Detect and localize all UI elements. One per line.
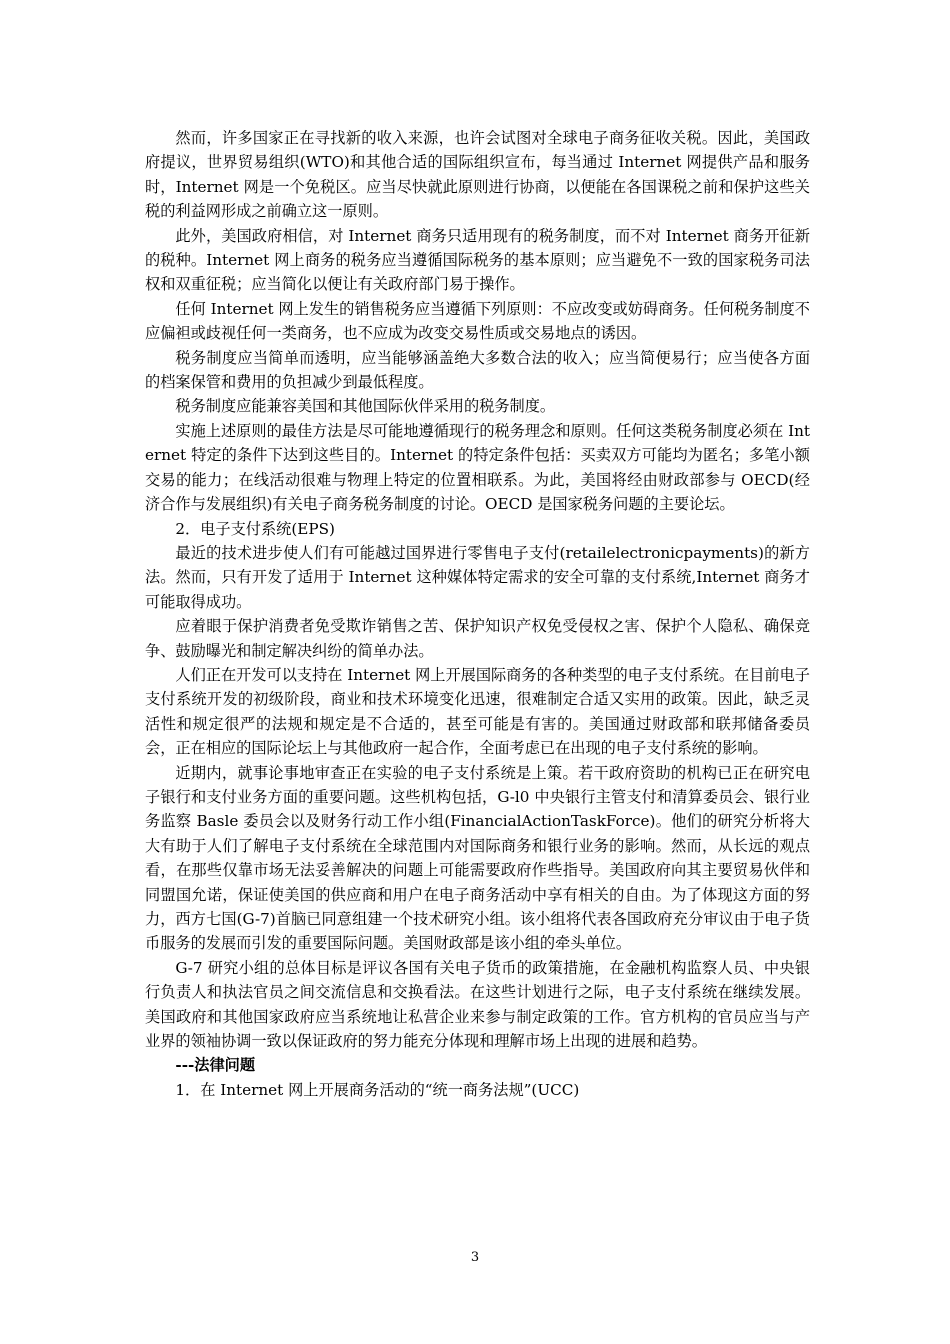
paragraph-compatible-tax: 税务制度应能兼容美国和其他国际伙伴采用的税务制度。 <box>175 397 556 416</box>
subheading-ucc: 1．在 Internet 网上开展商务活动的“统一商务法规”(UCC) <box>175 1080 580 1099</box>
paragraph-case-by-case-review: 近期内，就事论事地审查正在实验的电子支付系统是上策。若干政府资助的机构已正在研究电子银行和支付业务方面的重要问题。这些机构包括，G-l0 中央银行主管支付和清算委员会、银行业务监察 Basle 委员会以及财务行动工作小组(FinancialActionTaskForce)。他们的研究分析将大大有助于人们了解电子支付系统在全球范围内对国际商务和银行业务的影响。然而，从长远的观点看，在那些仅靠市场无法妥善解决的问题上可能需要政府作些指导。美国政府向其主要贸易伙伴和同盟国允诺，保证使美国的供应商和用户在电子商务活动中享有相关的自由。为了体现这方面的努力，西方七国(G-7)首脑已同意组建一个技术研究小组。该小组将代表各国政府充分审议由于电子货币服务的发展而引发的重要国际问题。美国财政部是该小组的牵头单位。 <box>145 763 810 953</box>
paragraph-consumer-protection: 应着眼于保护消费者免受欺诈销售之苦、保护知识产权免受侵权之害、保护个人隐私、确保竞争、鼓励曝光和制定解决纠纷的简单办法。 <box>145 617 810 660</box>
paragraph-retail-electronic-payments: 最近的技术进步使人们有可能越过国界进行零售电子支付(retailelectronicpayments)的新方法。然而，只有开发了适用于 Internet 这种媒体特定需求的安全可靠的支付系统,Internet 商务才可能取得成功。 <box>145 543 810 611</box>
page-number: 3 <box>470 1250 480 1265</box>
paragraph-simple-transparent-tax: 税务制度应当简单而透明，应当能够涵盖绝大多数合法的收入；应当简便易行；应当使各方面的档案保管和费用的负担减少到最低程度。 <box>145 348 810 392</box>
paragraph-eps-development: 人们正在开发可以支持在 Internet 网上开展国际商务的各种类型的电子支付系统。在目前电子支付系统开发的初级阶段，商业和技术环境变化迅速，很难制定合适又实用的政策。因此，缺乏灵活性和规定很严的法规和规定是不合适的，甚至可能是有害的。美国通过财政部和联邦储备委员会，正在相应的国际论坛上与其他政府一起合作，全面考虑已在出现的电子支付系统的影响。 <box>145 665 810 758</box>
section-heading-legal-issues: ---法律问题 <box>175 1056 256 1075</box>
paragraph-existing-tax-system: 此外，美国政府相信，对 Internet 商务只适用现有的税务制度，而不对 Internet 商务开征新的税种。Internet 网上商务的税务应当遵循国际税务的基本原则；应当避免不一致的国家税务司法权和双重征税；应当简化以便让有关政府部门易于操作。 <box>145 226 810 294</box>
paragraph-oecd-discussion: 实施上述原则的最佳方法是尽可能地遵循现行的税务理念和原则。任何这类税务制度必须在 Internet 特定的条件下达到这些目的。Internet 的特定条件包括：买卖双方可能均为匿名；多笔小额交易的能力；在线活动很难与物理上特定的位置相联系。为此，美国将经由财政部参与 OECD(经济合作与发展组织)有关电子商务税务制度的讨论。OECD 是国家税务问题的主要论坛。 <box>145 421 810 514</box>
document-body <box>145 126 810 1102</box>
subheading-electronic-payment-systems: 2．电子支付系统(EPS) <box>175 519 335 538</box>
paragraph-sales-tax-principles: 任何 Internet 网上发生的销售税务应当遵循下列原则：不应改变或妨碍商务。任何税务制度不应偏袒或歧视任何一类商务，也不应成为改变交易性质或交易地点的诱因。 <box>145 299 810 343</box>
paragraph-tariff-free-zone: 然而，许多国家正在寻找新的收入来源，也许会试图对全球电子商务征收关税。因此，美国政府提议，世界贸易组织(WTO)和其他合适的国际组织宣布，每当通过 Internet 网提供产品和服务时，Internet 网是一个免税区。应当尽快就此原则进行协商，以便能在各国课税之前和保护这些关税的利益网形成之前确立这一原则。 <box>145 129 810 221</box>
paragraph-g7-study-group: G-7 研究小组的总体目标是评议各国有关电子货币的政策措施，在金融机构监察人员、中央银行负责人和执法官员之间交流信息和交换看法。在这些计划进行之际，电子支付系统在继续发展。美国政府和其他国家政府应当系统地让私营企业来参与制定政策的工作。官方机构的官员应当与产业界的领袖协调一致以保证政府的努力能充分体现和理解市场上出现的进展和趋势。 <box>145 958 810 1051</box>
